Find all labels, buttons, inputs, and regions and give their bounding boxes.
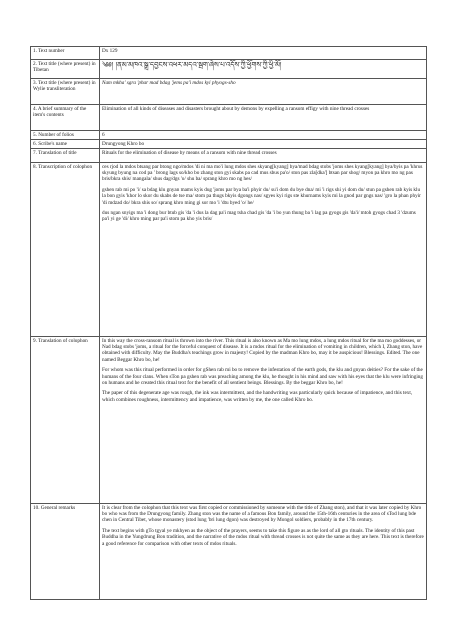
value-scribe: Drungyong Khro bo xyxy=(100,140,427,149)
row-general-remarks xyxy=(31,504,427,600)
value-folios: 6 xyxy=(100,131,427,140)
row-wylie-title xyxy=(31,79,427,105)
colophon-paragraph: ces rjod la mdos btsang par btong ngo/mdos 'di ni ma mo'i lung mdos shes skyang[kyang] bya/mad bdag stobs 'joms shes kyang[kyang] bya/byis pa 'khrus skyung byung na cod pa ' brong lags so/kho bo zhang ston gyi skabs pa cad mus sbus pa'o/ ston pas zla[dka'] btsan par shog/ myon pa khro mo ng pas bris/bkra shis/ mangala/ shus dag/dgs 'o/ shu ba/ sprang khro mo ng hes/ xyxy=(102,163,423,183)
value-colophon-transcription xyxy=(100,163,427,337)
row-text-number xyxy=(31,47,427,60)
label-colophon-transcription: 8. Transcription of colophon xyxy=(31,163,100,337)
row-scribe xyxy=(31,140,427,149)
label-general-remarks: 10. General remarks xyxy=(31,504,100,600)
value-general-remarks xyxy=(100,504,427,600)
value-wylie-title: Nam mkha' sgra 'phar mad bdag 'jems pa'i mdos kyi phyogs-sho xyxy=(100,79,427,105)
label-title-translation: 7. Translation of title xyxy=(31,149,100,163)
label-text-number: 1. Text number xyxy=(31,47,100,60)
remarks-paragraph: The text begins with gTo tgyal ye mkhyen as the object of the prayers, seems to take this figure as as the lord of all gto rituals. The identity of this past Buddha in the Yungdrung Bon tradition, and the narrative of the mdos ritual with thread crosses is not quite the same as they are here. This text is therefore a good reference for comparison with other texts of mdos rituals. xyxy=(102,527,424,547)
label-colophon-translation: 9. Translation of colophon xyxy=(31,337,100,504)
value-colophon-translation xyxy=(100,337,427,504)
row-title-translation xyxy=(31,149,427,163)
value-summary: Elimination of all kinds of diseases and disasters brought about by demons by expelling a ransom effigy with nine thread crosses xyxy=(100,105,427,131)
row-colophon-transcription xyxy=(31,163,427,337)
translation-paragraph: For whom was this ritual performed in order for gShen rab mi bo to remove the infestation of the earth gods, the klu and gnyan deities? For the sake of the humans of the four clans. When sTon pa gshen rab was preaching among the klu, he thought in his mind and saw with his eyes that the klu were infringing on humans and he created this ritual text for the benefit of all sentient beings. Blessings. By the beggar Khro bo, he! xyxy=(102,367,423,386)
value-title-translation: Rituals for the elimination of disease by means of a ransom with nine thread crosses xyxy=(100,149,427,163)
row-colophon-translation xyxy=(31,337,427,504)
label-tibetan-title: 2. Text title (where present) in Tibetan xyxy=(31,60,100,79)
value-text-number: Dx 129 xyxy=(100,47,427,60)
colophon-paragraph: gshen rab mi po 'i/ sa bdag klu gnyan mams kyis dug 'joms par bya ba'i phyir du/ su'i dom du bye dna/ mi 'i rigs shi yi dom du/ stun pa gshen rab kyis klu la bon gyis 'khor lo skor du skabs de tse ma/ stom pa thugs bkyis dgongs nas/ sgyes kyi rigs ste khurnams kyis mi la gnod par gngs nas/ 'gro la phan phyir 'di mdzad do/ bkra shis so/ sprang khro ming gi sor mo 'i 'dtu byed 'o/ he/ xyxy=(102,186,421,206)
colophon-paragraph: dus ngan snyigs ma 'i dong bur btub gis 'da 'i dus la dag pa'i mag tsha chad gis 'da 'i bo yun thung ba 'i lag pa gyogs gis 'da'i/ mtoh gyogs chad 3 'dzums pa'i yi ge 'di/ khro ming par pa'i stom pa kho yis bris/ xyxy=(102,209,416,223)
row-summary xyxy=(31,105,427,131)
catalogue-table xyxy=(30,46,427,600)
label-summary: 4. A brief summary of the item's contents xyxy=(31,105,100,131)
value-tibetan-title: ༄༅། །ནམ་མཁའ་སྒྲ་དབྱངས་འཕར་མདའ་སྦག་ཞེས་པ་འདོས་ཀྱི་ཕྱོགས་ཀྱི་ཕྱི་མོ། xyxy=(100,60,427,79)
row-folios xyxy=(31,131,427,140)
label-wylie-title: 3. Text title (where present) in Wylie transliteration xyxy=(31,79,100,105)
row-tibetan-title xyxy=(31,60,427,79)
translation-paragraph: In this way the cross-ransom ritual is thrown into the river. This ritual is also known as Ma mo lung mdos, a lung mdos ritual for the ma mo goddesses, or Nad bdag stobs 'joms, a ritual for the forceful conquest of disease. It is a mdos ritual for the elimination of vomiting in children, which I, Zhang ston, have obtained with difficulty. May the Buddha's teachings grow in majesty! Copied by the madman Khro bo, may it be auspicious! Blessings. Edited. The one named Beggar Khro bo, he! xyxy=(102,337,423,363)
label-scribe: 6. Scribe's name xyxy=(31,140,100,149)
catalogue-sheet xyxy=(30,46,422,600)
label-folios: 5. Number of folios xyxy=(31,131,100,140)
remarks-paragraph: It is clear from the colophon that this text was first copied or commissioned by someone with the title of Zhang ston), and that it was later copied by Khro bo who was from the Drungyong family. Zhang ston was the name of a famous Bon family, around the 15th-16th centuries in the area of sTod lung bde chen in Central Tibet, whose monastery (stod lung 'bri lung dgon) was destroyed by Mongol soldiers, probably in the 17th century. xyxy=(102,504,422,524)
translation-paragraph: The paper of this degenerate age was rough, the ink was intermittent, and the handwriting was particularly quick because of impatience, and this text, which combines roughness, intermittency and impatience, was written by me, the one called Khro bo. xyxy=(102,390,413,403)
